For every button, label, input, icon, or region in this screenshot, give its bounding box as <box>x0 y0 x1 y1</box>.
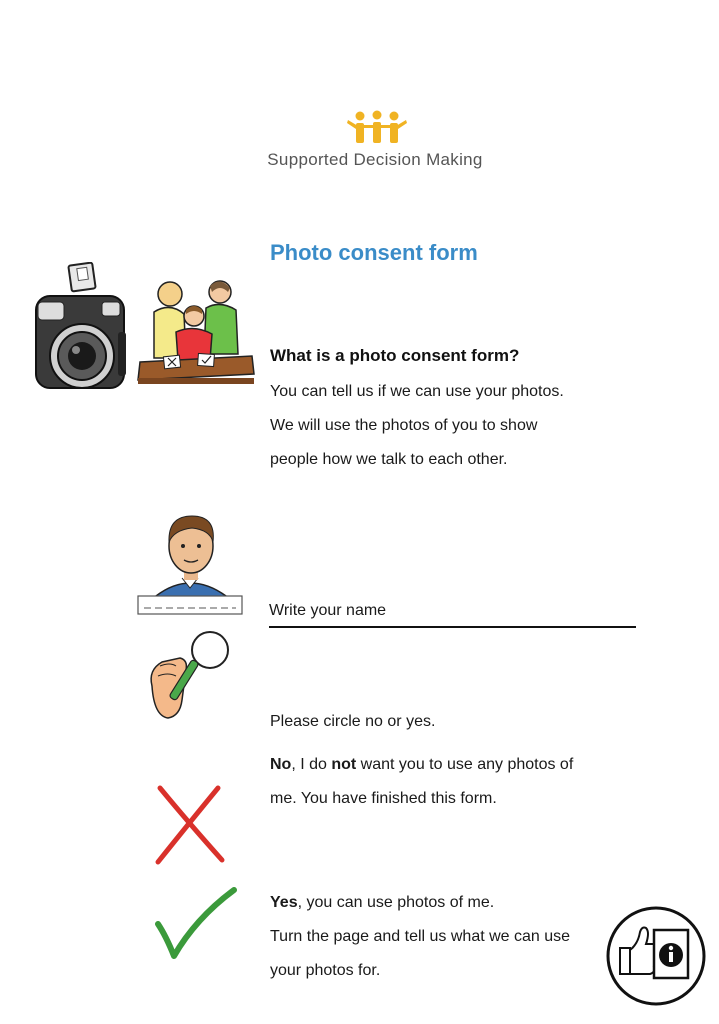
name-input-line[interactable] <box>269 626 636 628</box>
yes-option-text <box>270 886 615 988</box>
camera-icon <box>32 262 128 402</box>
yes-option-line: Yes, you can use photos of me. <box>270 894 495 911</box>
name-field-label: Write your name <box>269 602 387 619</box>
intro-text <box>270 375 564 477</box>
tick-icon[interactable] <box>152 884 238 964</box>
section-heading: What is a photo consent form? <box>270 346 520 365</box>
no-option-line: me. You have finished this form. <box>270 790 497 807</box>
circle-instruction: Please circle no or yes. <box>270 713 436 730</box>
thumbs-up-info-icon <box>604 904 708 1008</box>
intro-line: We will use the photos of you to show <box>270 417 538 434</box>
hand-circle-icon <box>146 630 236 722</box>
not-emphasis: not <box>331 756 357 773</box>
no-option-text <box>270 748 630 816</box>
no-label: No <box>270 756 292 773</box>
intro-line: people how we talk to each other. <box>270 451 508 468</box>
logo-icon <box>346 110 408 144</box>
yes-option-line: your photos for. <box>270 962 381 979</box>
page-title: Photo consent form <box>270 240 478 265</box>
cross-icon[interactable] <box>152 782 228 866</box>
person-name-icon <box>136 512 246 616</box>
people-meeting-icon <box>136 276 256 388</box>
yes-label: Yes <box>270 894 298 911</box>
no-option-line: No, I do not want you to use any photos of <box>270 756 574 773</box>
intro-line: You can tell us if we can use your photos. <box>270 383 564 400</box>
yes-option-line: Turn the page and tell us what we can use <box>270 928 571 945</box>
logo-text: Supported Decision Making <box>267 150 483 169</box>
